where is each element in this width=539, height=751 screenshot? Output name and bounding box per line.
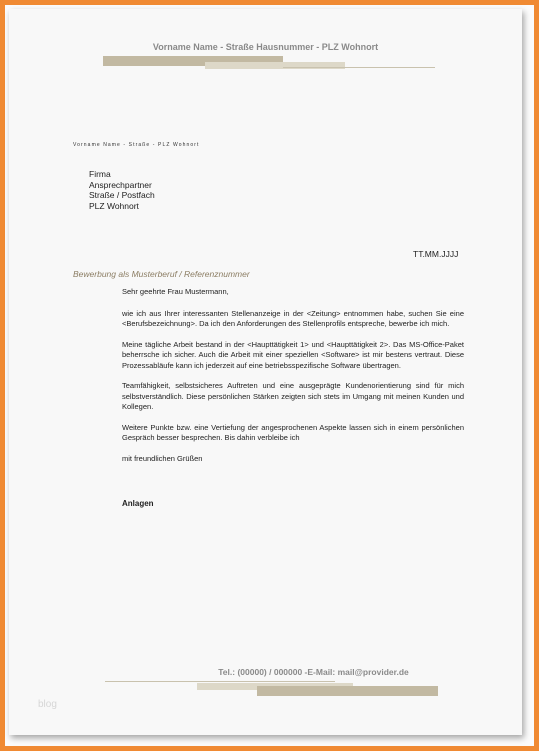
- recipient-company: Firma: [89, 169, 111, 179]
- closing-greeting: mit freundlichen Grüßen: [122, 453, 203, 463]
- paragraph-intro: wie ich aus Ihrer interessanten Stellenanzeige in der <Zeitung> entnommen habe, suchen Sie eine <Berufsbezeichnung>. Da ich den Anforderungen des Stellenprofils entspreche, bewerbe ich mich.: [122, 308, 464, 328]
- footer-line: [105, 681, 335, 682]
- letter-date: TT.MM.JJJJ: [413, 249, 459, 259]
- sender-return-address: Vorname Name - Straße - PLZ Wohnort: [73, 142, 200, 148]
- attachments-label: Anlagen: [122, 499, 154, 508]
- recipient-contact: Ansprechpartner: [89, 179, 152, 190]
- paragraph-softskills: Teamfähigkeit, selbstsicheres Auftreten und eine ausgeprägte Kundenorientierung sind für mich selbstverständlich. Diese persönlichen Stärken zeigten sich stets im Umgang mit meinen Kunden und Kollegen.: [122, 381, 464, 411]
- header-line: [283, 67, 435, 68]
- letter-body: [122, 287, 464, 520]
- letter-page: [9, 9, 522, 735]
- recipient-street: Straße / Postfach: [89, 190, 155, 200]
- paragraph-closing: Weitere Punkte bzw. eine Vertiefung der angesprochenen Aspekte lassen sich in einem persönlichen Gespräch besser besprechen. Bis dahin verbleibe ich: [122, 422, 464, 442]
- watermark: blog: [38, 699, 57, 710]
- paragraph-skills: Meine tägliche Arbeit bestand in der <Haupttätigkeit 1> und <Haupttätigkeit 2>. Das MS-Office-Paket beherrsche ich sicher. Auch die Arbeit mit einer speziellen <Software> ist mir bestens vertraut. Diese Prozessabläufe kann ich jederzeit auf eine betriebsspezifische Software übertragen.: [122, 339, 464, 370]
- recipient-city: PLZ Wohnort: [89, 200, 139, 211]
- footer-bar-dark: [257, 686, 438, 696]
- header-sender-line: Vorname Name - Straße Hausnummer - PLZ Wohnort: [152, 42, 379, 52]
- letter-subject: Bewerbung als Musterberuf / Referenznummer: [73, 269, 250, 279]
- salutation: Sehr geehrte Frau Mustermann,: [122, 287, 229, 296]
- recipient-address: [89, 169, 155, 211]
- footer-contact: Tel.: (00000) / 000000 -E-Mail: mail@provider.de: [218, 667, 409, 677]
